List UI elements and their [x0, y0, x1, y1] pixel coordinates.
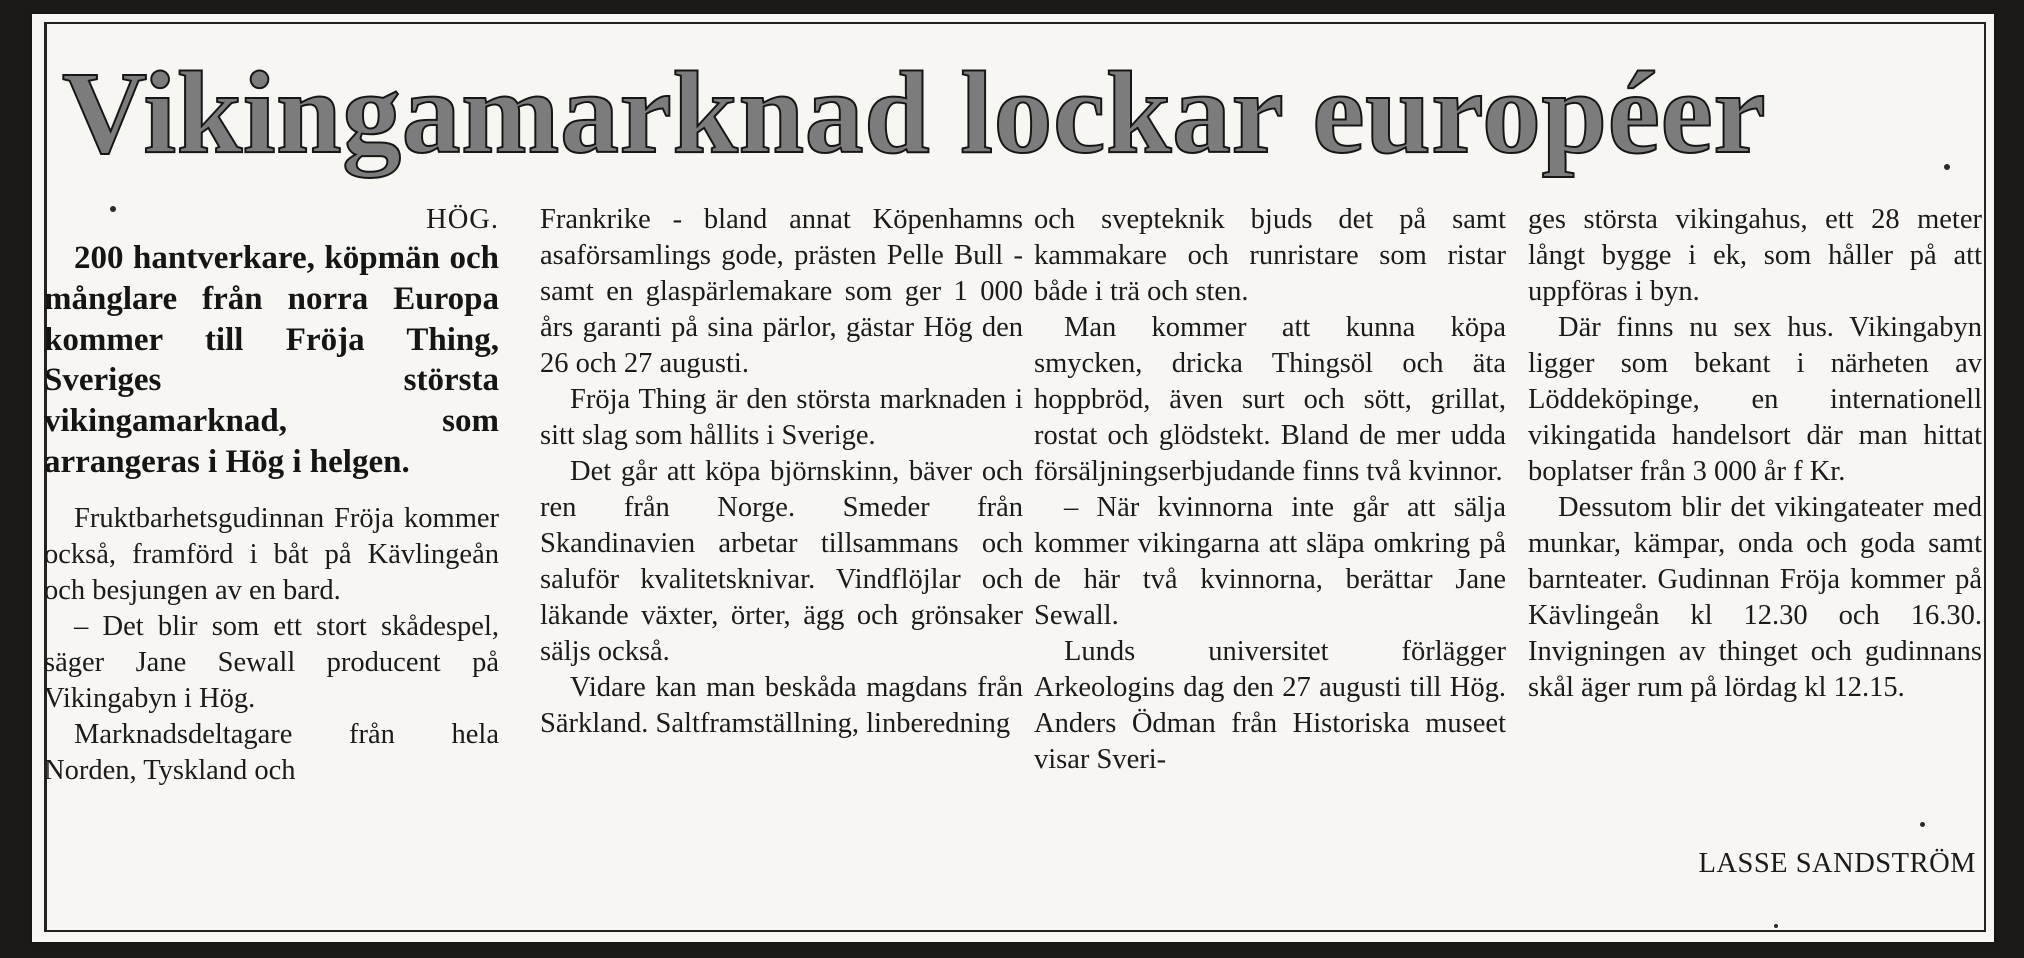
byline: LASSE SANDSTRÖM: [1698, 848, 1976, 879]
body-paragraph: Där finns nu sex hus. Vikingabyn ligger som bekant i närheten av Löddeköpinge, en internationell vikingatida handelsort där man hittat boplatser från 3 000 år f Kr.: [1528, 312, 1982, 487]
print-speck: [1774, 924, 1778, 928]
column-3: [1034, 202, 1506, 778]
body-paragraph: och svepteknik bjuds det på samt kammakare och runristare som ristar både i trä och sten.: [1034, 204, 1506, 307]
lead-paragraph: 200 hantverkare, köpmän och månglare från norra Europa kommer till Fröja Thing, Sveriges största vikingamarknad, som arrangeras i Hög i helgen.: [44, 240, 499, 480]
body-paragraph: Det går att köpa björnskinn, bäver och ren från Norge. Smeder från Skandinavien arbetar tillsammans och saluför kvalitetsknivar. Vindflöjlar och läkande växter, örter, ägg och grönsaker säljs också.: [540, 456, 1023, 667]
body-paragraph: Man kommer att kunna köpa smycken, dricka Thingsöl och äta hoppbröd, även surt och sött, grillat, rostat och glödstekt. Bland de mer udda försäljningserbjudande finns två kvinnor.: [1034, 312, 1506, 487]
body-paragraph: Fröja Thing är den största marknaden i sitt slag som hållits i Sverige.: [540, 384, 1023, 451]
print-speck: [1944, 164, 1950, 170]
dateline-place: HÖG.: [426, 204, 499, 235]
body-paragraph: Fruktbarhetsgudinnan Fröja kommer också, framförd i båt på Kävlingeån och besjungen av en bard.: [44, 502, 499, 606]
column-2: [540, 202, 1023, 742]
body-paragraph: ges största vikingahus, ett 28 meter långt bygge i ek, som håller på att uppföras i byn.: [1528, 204, 1982, 307]
column-4: [1528, 202, 1982, 706]
body-paragraph: – När kvinnorna inte går att sälja kommer vikingarna att släpa omkring på de här två kvinnorna, berättar Jane Sewall.: [1034, 492, 1506, 631]
body-paragraph: Frankrike - bland annat Köpenhamns asaförsamlings gode, prästen Pelle Bull - samt en glaspärlemakare som ger 1 000 års garanti på sina pärlor, gästar Hög den 26 och 27 augusti.: [540, 204, 1023, 379]
body-paragraph: Vidare kan man beskåda magdans från Särkland. Saltframställning, linberedning: [540, 672, 1023, 739]
newspaper-clipping: [32, 14, 1994, 942]
column-1: [44, 202, 499, 789]
body-paragraph: Marknadsdeltagare från hela Norden, Tyskland och: [44, 718, 499, 786]
body-paragraph: Dessutom blir det vikingateater med munkar, kämpar, onda och goda samt barnteater. Gudinnan Fröja kommer på Kävlingeån kl 12.30 och 16.30. Invigningen av thinget och gudinnans skål äger rum på lördag kl 12.15.: [1528, 492, 1982, 703]
body-paragraph: – Det blir som ett stort skådespel, säger Jane Sewall producent på Vikingabyn i Hög.: [44, 610, 499, 714]
print-speck: [110, 206, 116, 212]
print-speck: [1920, 822, 1925, 827]
headline: Vikingamarknad lockar européer: [62, 47, 1767, 178]
body-paragraph: Lunds universitet förlägger Arkeologins dag den 27 augusti till Hög. Anders Ödman från Historiska museet visar Sveri-: [1034, 636, 1506, 775]
